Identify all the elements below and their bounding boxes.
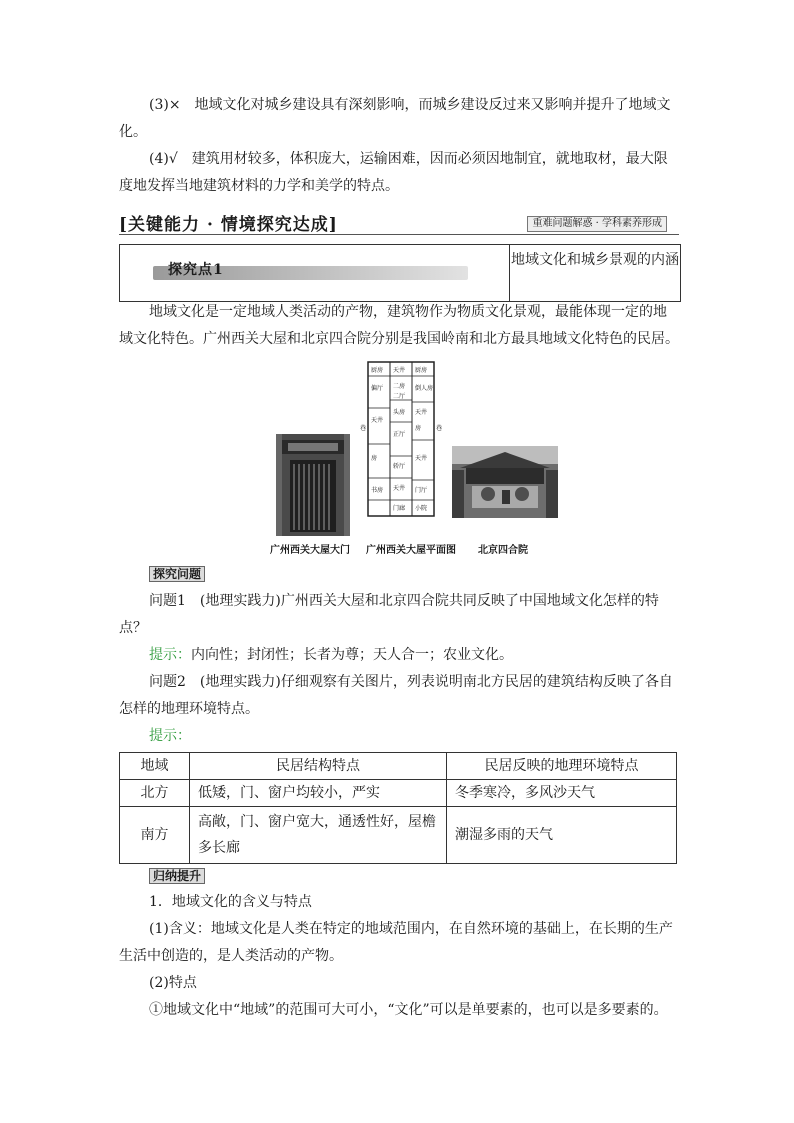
table-cell: 冬季寒冷，多风沙天气 bbox=[447, 780, 677, 807]
svg-text:天井: 天井 bbox=[415, 455, 428, 462]
table-row bbox=[120, 780, 677, 807]
explore-questions-tag: 探究问题 bbox=[149, 566, 205, 582]
answer-3: (3)× 地域文化对城乡建设具有深刻影响，而城乡建设反过来又影响并提升了地域文化。 bbox=[119, 97, 671, 140]
svg-text:巷: 巷 bbox=[436, 425, 442, 432]
table-cell: 低矮，门、窗户均较小，严实 bbox=[190, 780, 447, 807]
svg-text:偏厅: 偏厅 bbox=[371, 385, 384, 392]
question-2: 问题2 (地理实践力)仔细观察有关图片，列表说明南北方民居的建筑结构反映了各自怎样的地理环境特点。 bbox=[119, 674, 673, 717]
table-header-row bbox=[120, 753, 677, 780]
table-row bbox=[120, 807, 677, 864]
table-cell: 潮湿多雨的天气 bbox=[447, 807, 677, 864]
svg-text:正厅: 正厅 bbox=[393, 431, 406, 438]
dwelling-comparison-table bbox=[119, 752, 677, 864]
answer-4: (4)√ 建筑用材较多，体积庞大，运输困难，因而必须因地制宜，就地取材，最大限度地发挥当地建筑材料的力学和美学的特点。 bbox=[119, 151, 668, 194]
svg-text:房: 房 bbox=[415, 425, 422, 432]
hint-1 bbox=[119, 642, 679, 669]
svg-text:门廊: 门廊 bbox=[393, 505, 406, 512]
summary-features-heading: (2)特点 bbox=[149, 975, 197, 991]
hint-1-text: 内向性；封闭性；长者为尊；天人合一；农业文化。 bbox=[191, 647, 513, 663]
caption-gate: 广州西关大屋大门 bbox=[270, 545, 350, 556]
section-title: [关键能力 · 情境探究达成] bbox=[119, 215, 338, 235]
hint-2-label: 提示： bbox=[149, 728, 191, 744]
summary-definition: (1)含义：地域文化是人类在特定的地域范围内，在自然环境的基础上，在长期的生产生活中创造的，是人类活动的产物。 bbox=[119, 921, 673, 964]
caption-plan: 广州西关大屋平面图 bbox=[366, 545, 456, 556]
svg-text:天井: 天井 bbox=[415, 409, 428, 416]
xiguan-floor-plan bbox=[360, 360, 442, 520]
table-cell: 高敞，门、窗户宽大，通透性好，屋檐多长廊 bbox=[190, 807, 447, 864]
svg-text:厨房: 厨房 bbox=[371, 367, 384, 374]
svg-text:厨房: 厨房 bbox=[415, 367, 428, 374]
svg-text:天井: 天井 bbox=[393, 367, 406, 374]
table-cell: 南方 bbox=[120, 807, 190, 864]
svg-text:巷: 巷 bbox=[360, 425, 367, 432]
svg-text:头房: 头房 bbox=[393, 409, 406, 416]
svg-text:二房: 二房 bbox=[393, 383, 406, 390]
xiguan-gate-photo bbox=[276, 434, 350, 536]
svg-text:房: 房 bbox=[371, 455, 378, 462]
intro-paragraph: 地域文化是一定地域人类活动的产物，建筑物作为物质文化景观，最能体现一定的地域文化特色。广州西关大屋和北京四合院分别是我国岭南和北方最具地域文化特色的民居。 bbox=[119, 304, 679, 347]
table-cell: 北方 bbox=[120, 780, 190, 807]
explore-point-label-cell bbox=[120, 245, 510, 301]
table-header-cell: 地域 bbox=[120, 753, 190, 780]
explore-point-box bbox=[119, 244, 681, 302]
table-header-cell: 民居结构特点 bbox=[190, 753, 447, 780]
caption-siheyuan: 北京四合院 bbox=[478, 545, 528, 556]
summary-tag: 归纳提升 bbox=[149, 868, 205, 884]
summary-feature-1: ①地域文化中“地域”的范围可大可小，“文化”可以是单要素的，也可以是多要素的。 bbox=[149, 1002, 668, 1018]
svg-text:天井: 天井 bbox=[393, 485, 406, 492]
summary-heading: 1．地域文化的含义与特点 bbox=[149, 894, 312, 910]
svg-text:书房: 书房 bbox=[371, 487, 384, 494]
explore-topic: 地域文化和城乡景观的内涵 bbox=[511, 252, 679, 268]
beijing-siheyuan-photo bbox=[452, 446, 558, 518]
hint-1-label: 提示： bbox=[149, 647, 191, 663]
question-1: 问题1 (地理实践力)广州西关大屋和北京四合院共同反映了中国地域文化怎样的特点？ bbox=[119, 593, 659, 636]
section-header bbox=[119, 208, 679, 235]
svg-text:倒人房: 倒人房 bbox=[415, 385, 434, 392]
svg-text:二厅: 二厅 bbox=[393, 393, 406, 400]
section-tag: 重难问题解惑 · 学科素养形成 bbox=[527, 216, 667, 232]
svg-text:轿厅: 轿厅 bbox=[393, 463, 406, 470]
table-header-cell: 民居反映的地理环境特点 bbox=[447, 753, 677, 780]
explore-point-label: 探究点1 bbox=[168, 262, 224, 278]
svg-text:天井: 天井 bbox=[371, 417, 384, 424]
svg-text:门厅: 门厅 bbox=[415, 487, 428, 494]
svg-text:小院: 小院 bbox=[415, 505, 428, 512]
